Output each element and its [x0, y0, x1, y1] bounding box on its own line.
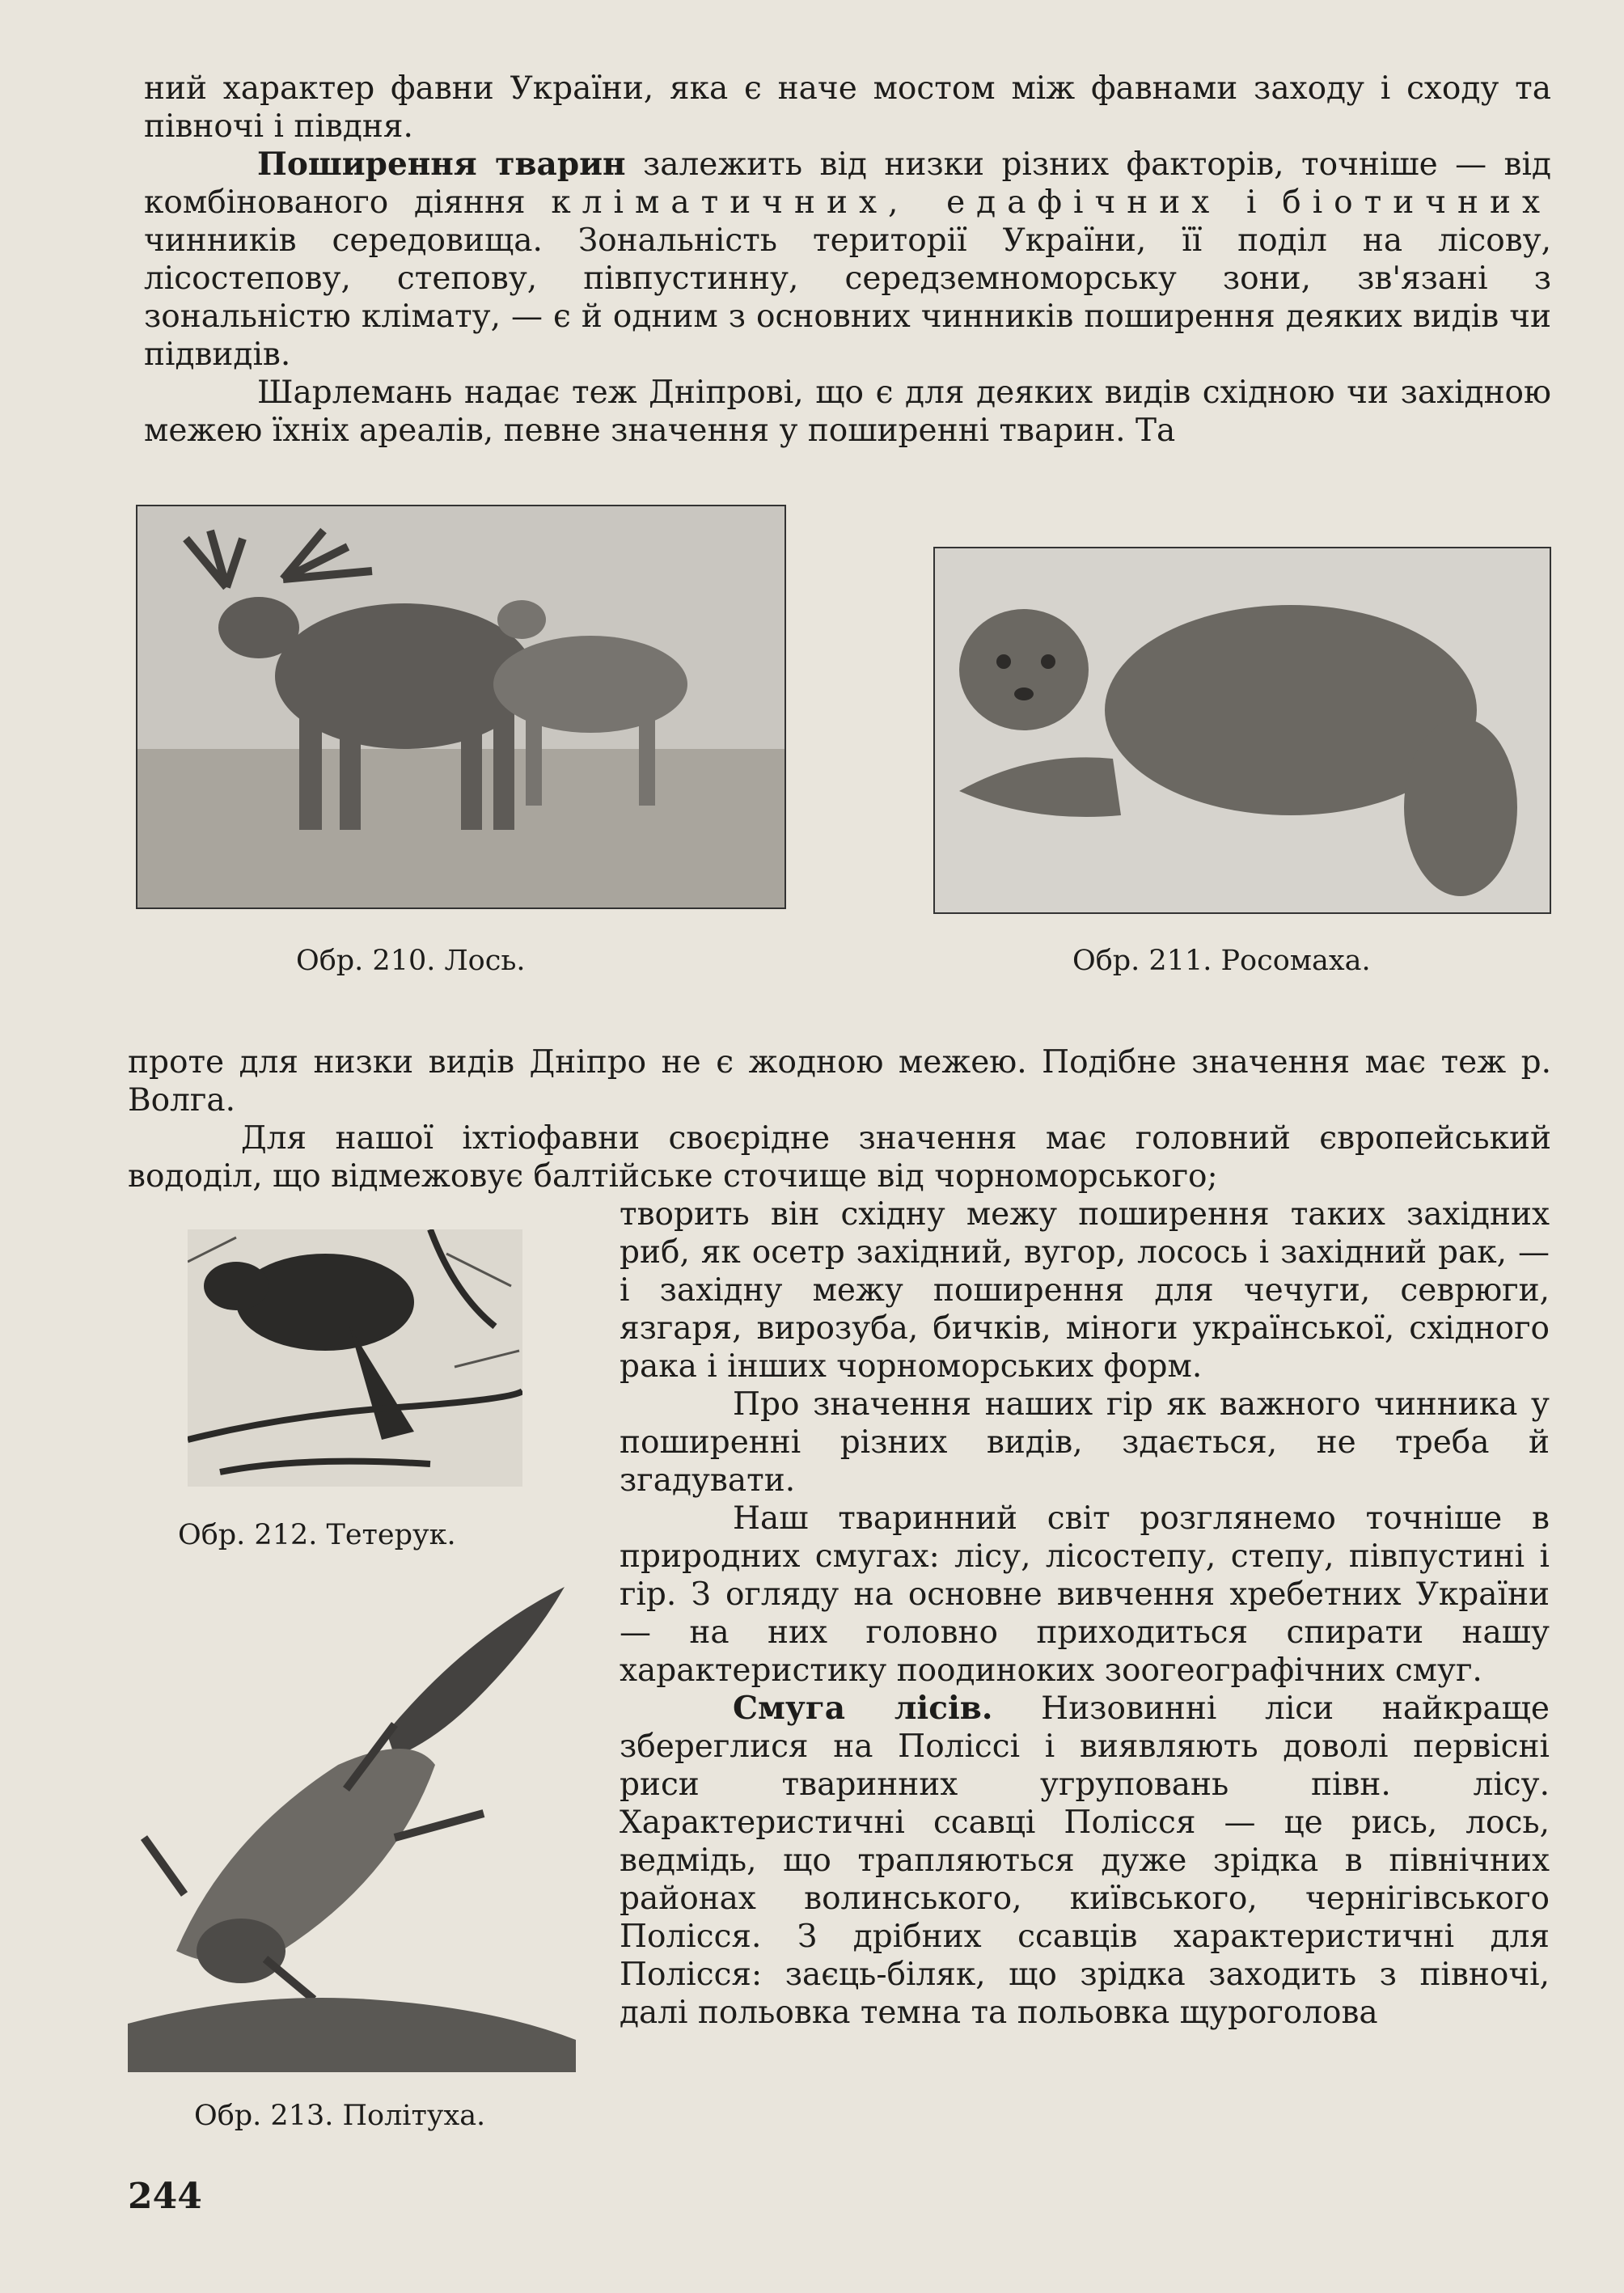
figure-caption: Обр. 213. Політуха.	[194, 2100, 486, 2132]
figure-caption: Обр. 212. Тетерук.	[178, 1519, 456, 1551]
paragraph: Наш тваринний світ розглянемо точніше в природних смугах: лісу, лісостепу, степу, півпустині і гір. З огляду на основне вивчення хребетних України — на них головно приходиться спирати нашу характеристику поодиноких зоогеографічних смуг.	[620, 1500, 1550, 1689]
spaced-text: кліматичних, едафічних	[551, 184, 1221, 221]
moose-illustration	[136, 505, 786, 909]
paragraph: ний характер фавни України, яка є наче мостом між фавнами заходу і сходу та півночі і півдня.	[144, 70, 1551, 145]
paragraph-text: залежить від низки різних факторів, точніше — від комбінованого діяння	[144, 146, 1551, 221]
paragraph-text: чинників середовища. Зональність території України, її поділ на лісову, лісостепову, степову, півпустинну, середземноморську зони, зв'язані з зональністю клімату, — є й одним з основних чинників поширення деяких видів чи підвидів.	[144, 222, 1551, 373]
paragraph: творить він східну межу поширення таких західних риб, як осетр західний, вугор, лосось і західний рак, — і західну межу поширення для чечуги, севрюги, язгаря, вирозуба, бичків, міноги української, східного рака і інших чорноморських форм.	[620, 1196, 1550, 1385]
figure-caption: Обр. 211. Росомаха.	[1072, 945, 1371, 977]
spaced-text: біотичних	[1282, 184, 1551, 221]
right-column-text	[620, 1195, 1550, 2032]
top-text-block	[144, 70, 1551, 450]
paragraph: Для нашої іхтіофавни своєрідне значення має головний європейський вододіл, що відмежовує балтійське сточище від чорноморського;	[128, 1120, 1551, 1195]
flying-squirrel-illustration	[128, 1571, 576, 2072]
figure-caption: Обр. 210. Лось.	[296, 945, 526, 977]
middle-text-block	[128, 1043, 1551, 1195]
black-grouse-illustration	[188, 1229, 522, 1487]
paragraph: Про значення наших гір як важного чинника у поширенні різних видів, здається, не треба й згадувати.	[620, 1386, 1550, 1499]
paragraph-distribution	[144, 146, 1551, 374]
paragraph-heading: Поширення тварин	[257, 146, 626, 183]
paragraph-forests	[620, 1690, 1550, 2032]
page-number: 244	[128, 2176, 202, 2217]
paragraph: Шарлемань надає теж Дніпрові, що є для деяких видів східною чи західною межею їхніх ареалів, певне значення у поширенні тварин. Та	[144, 374, 1551, 449]
paragraph-heading: Смуга лісів.	[733, 1690, 993, 1727]
wolverine-illustration	[933, 547, 1551, 914]
paragraph-text: і	[1220, 184, 1283, 221]
paragraph: проте для низки видів Дніпро не є жодною межею. Подібне значення має теж р. Волга.	[128, 1044, 1551, 1119]
paragraph-text: Низовинні ліси найкраще збереглися на Поліссі і виявляють доволі первісні риси тваринних угруповань півн. лісу. Характеристичні ссавці Полісся — це рись, лось, ведмідь, що трапляються дуже зрідка в північних районах волинського, київського, чернігівського Полісся. З дрібних ссавців характеристичні для Полісся: заєць-біляк, що зрідка заходить з півночі, далі польовка темна та польовка щуроголова	[620, 1690, 1550, 2031]
